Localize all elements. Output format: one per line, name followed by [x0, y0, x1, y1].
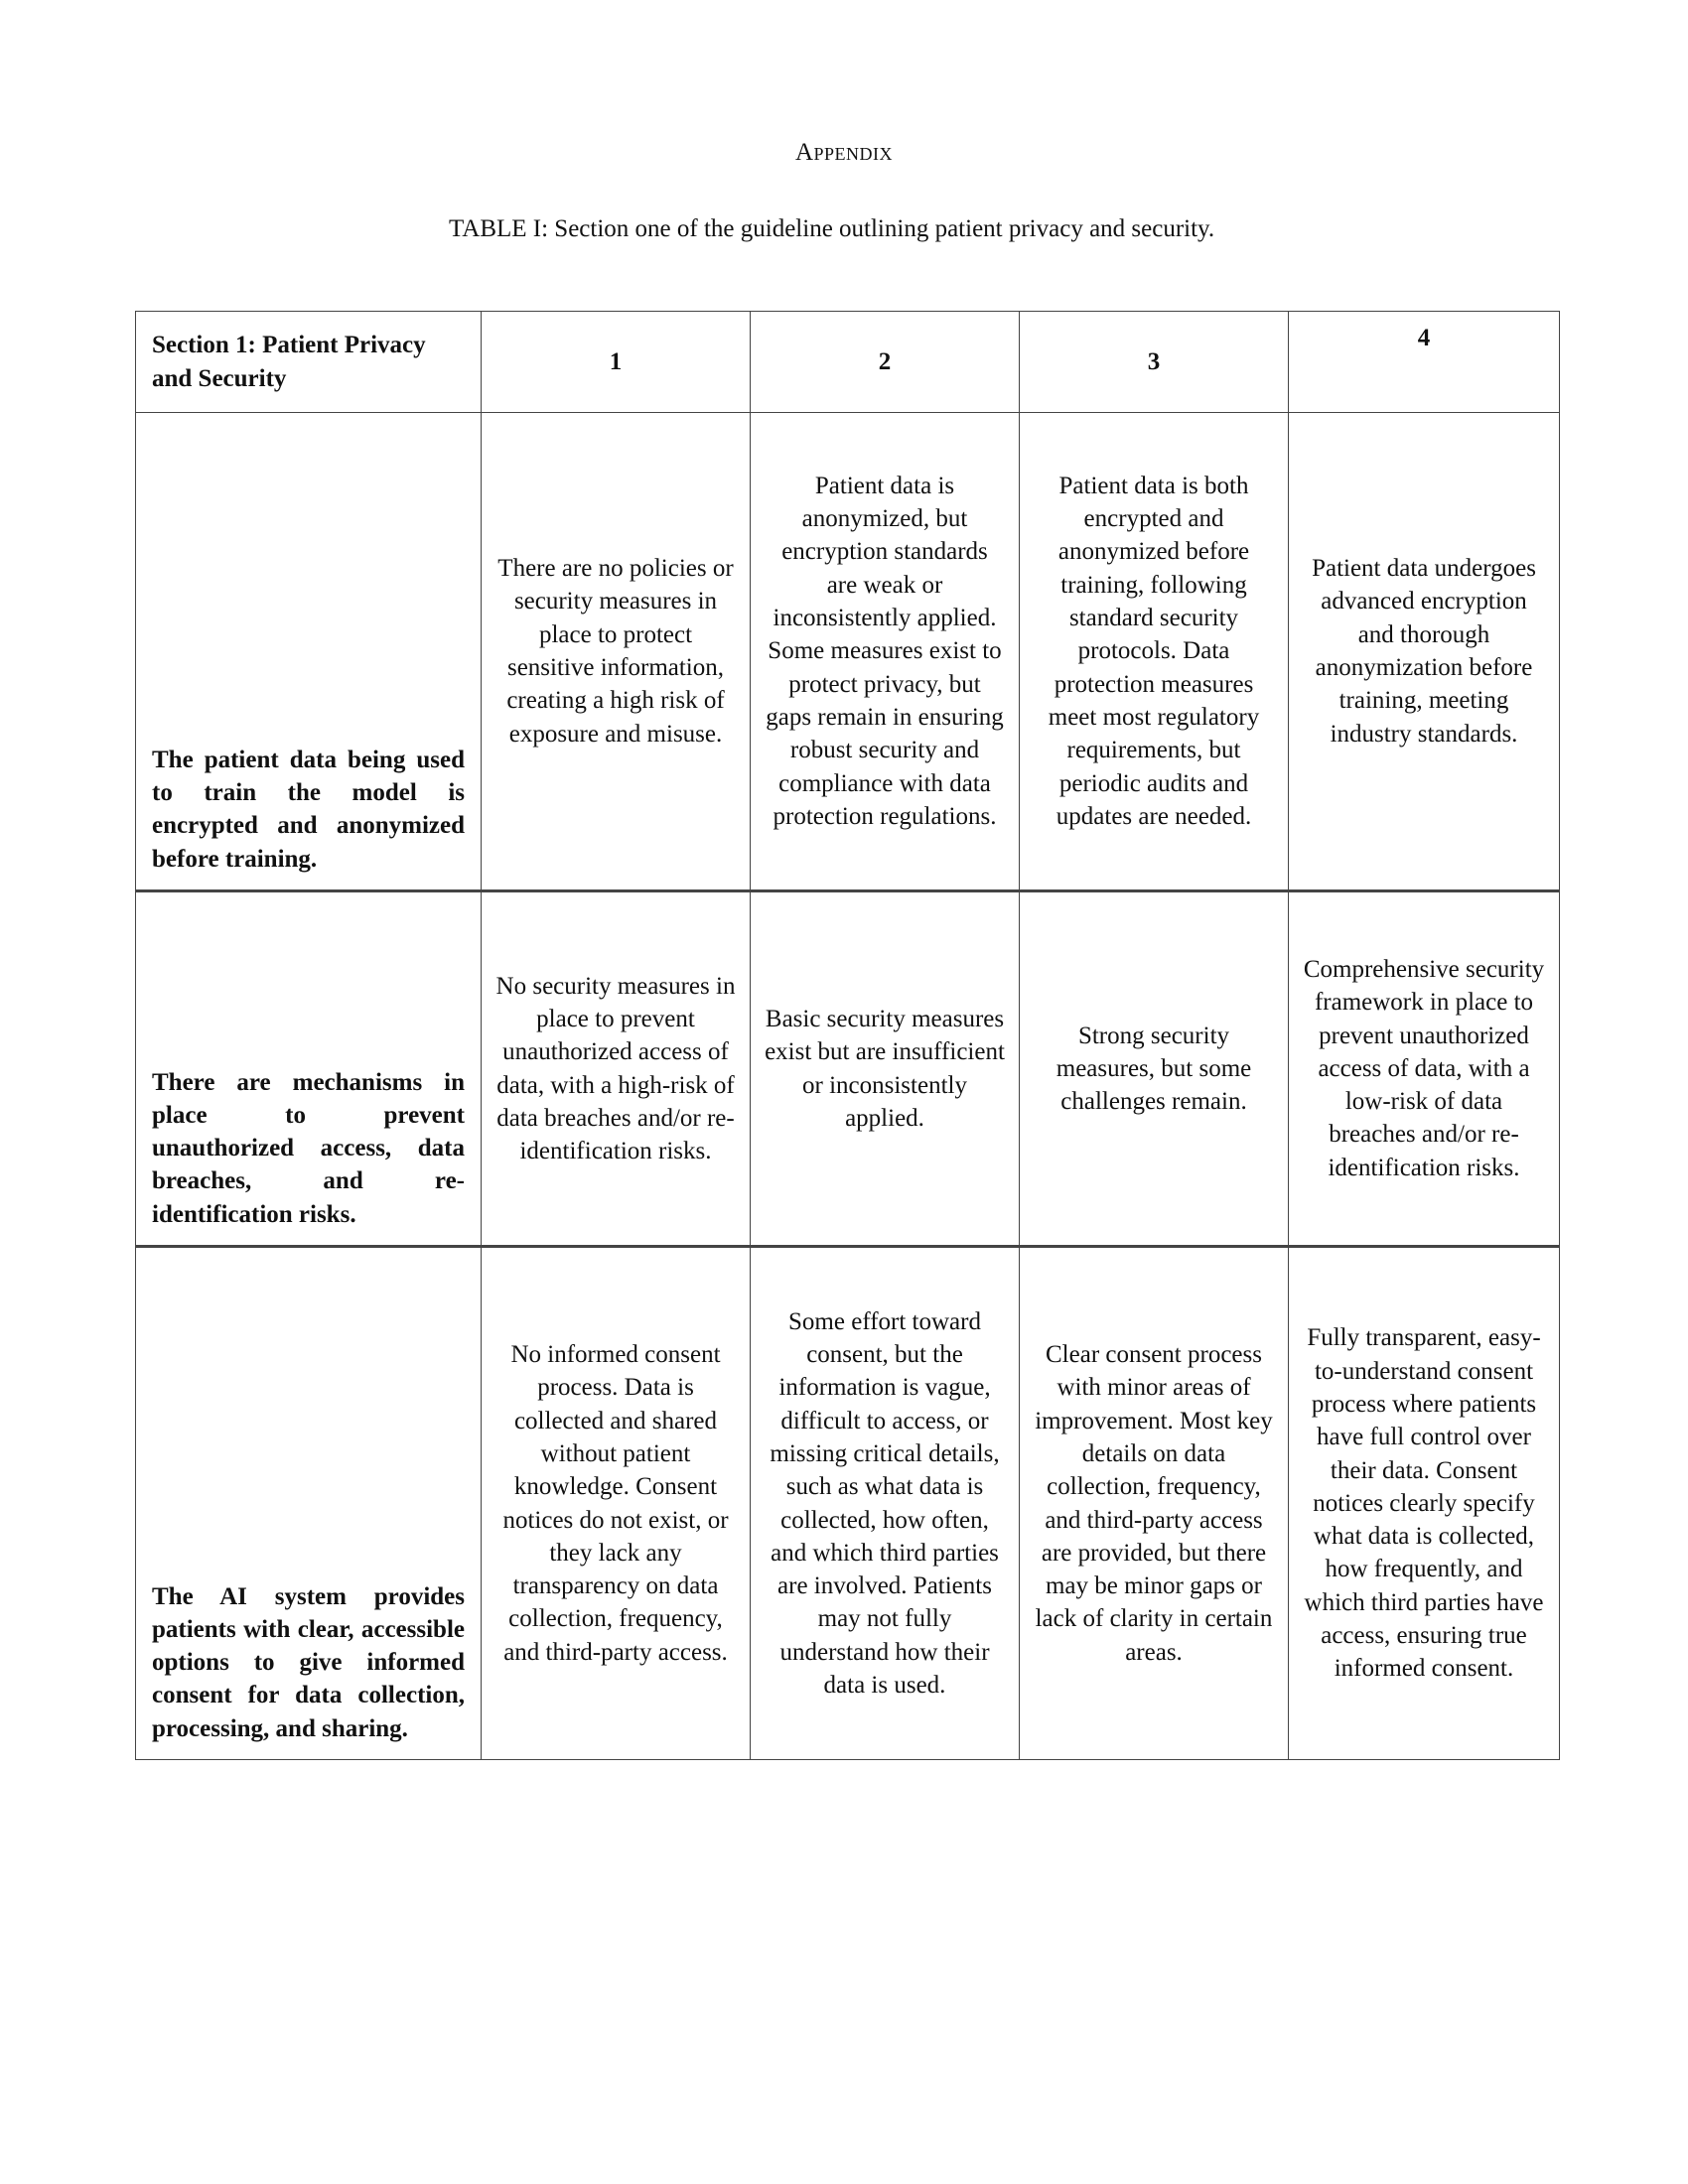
level-3-header: 3 — [1020, 312, 1289, 413]
level-2-cell: Some effort toward consent, but the information is vague, difficult to access, or missing critical details, such as what data is collected, how often, and which third parties are involved. Patients may not fully understand how their data is used. — [751, 1247, 1020, 1760]
level-2-cell: Basic security measures exist but are insufficient or inconsistently applied. — [751, 891, 1020, 1247]
level-2-header: 2 — [751, 312, 1020, 413]
criterion-cell: The AI system provides patients with clear, accessible options to give informed consent for data collection, processing, and sharing. — [136, 1247, 482, 1760]
level-1-header: 1 — [482, 312, 751, 413]
section-title-cell: Section 1: Patient Privacy and Security — [136, 312, 482, 413]
table-row-access-control — [136, 891, 1560, 1247]
level-4-cell: Fully transparent, easy-to-understand consent process where patients have full control over their data. Consent notices clearly specify what data is collected, how frequently, and which third parties have access, ensuring true informed consent. — [1289, 1247, 1560, 1760]
table-row-encryption — [136, 413, 1560, 891]
level-4-cell: Patient data undergoes advanced encryption and thorough anonymization before training, meeting industry standards. — [1289, 413, 1560, 891]
level-3-cell: Patient data is both encrypted and anonymized before training, following standard security protocols. Data protection measures meet most regulatory requirements, but periodic audits and updates are needed. — [1020, 413, 1289, 891]
criterion-cell: There are mechanisms in place to prevent unauthorized access, data breaches, and re-identification risks. — [136, 891, 482, 1247]
level-3-cell: Clear consent process with minor areas of improvement. Most key details on data collection, frequency, and third-party access are provided, but there may be minor gaps or lack of clarity in certain areas. — [1020, 1247, 1289, 1760]
level-1-cell: No informed consent process. Data is collected and shared without patient knowledge. Consent notices do not exist, or they lack any transparency on data collection, frequency, and third-party access. — [482, 1247, 751, 1760]
appendix-heading: Appendix — [794, 139, 894, 166]
level-4-header: 4 — [1289, 312, 1560, 413]
level-1-cell: There are no policies or security measures in place to protect sensitive information, creating a high risk of exposure and misuse. — [482, 413, 751, 891]
table-row-informed-consent — [136, 1247, 1560, 1760]
table-header-row — [136, 312, 1560, 413]
level-3-cell: Strong security measures, but some challenges remain. — [1020, 891, 1289, 1247]
level-2-cell: Patient data is anonymized, but encryption standards are weak or inconsistently applied. Some measures exist to protect privacy, but gaps remain in ensuring robust security and compliance with data protection regulations. — [751, 413, 1020, 891]
rubric-table — [135, 311, 1560, 1760]
table-caption: TABLE I: Section one of the guideline outlining patient privacy and security. — [449, 215, 1215, 242]
criterion-cell: The patient data being used to train the model is encrypted and anonymized before training. — [136, 413, 482, 891]
level-1-cell: No security measures in place to prevent unauthorized access of data, with a high-risk of data breaches and/or re-identification risks. — [482, 891, 751, 1247]
level-4-cell: Comprehensive security framework in place to prevent unauthorized access of data, with a low-risk of data breaches and/or re-identification risks. — [1289, 891, 1560, 1247]
